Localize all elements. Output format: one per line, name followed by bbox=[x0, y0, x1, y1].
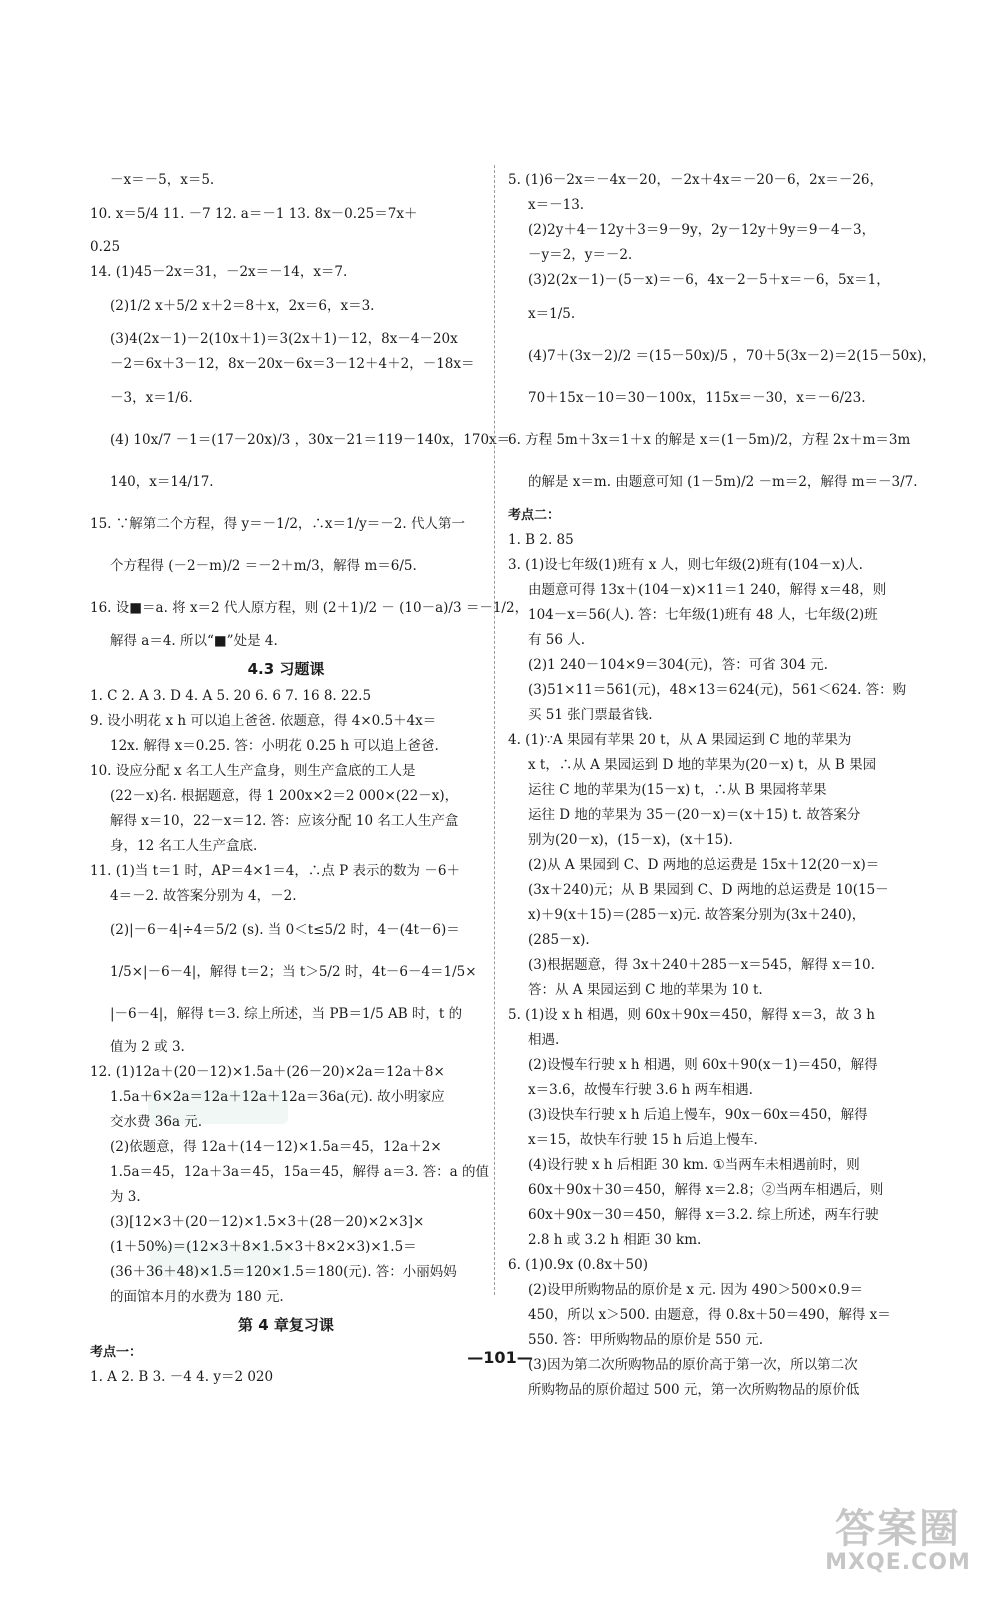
answer-line: 由题意可得 13x＋(104－x)×11＝1 240，解得 x＝48，则 bbox=[528, 582, 887, 598]
answer-line: (4)7＋(3x－2)/2 ＝(15－50x)/5 ，70＋5(3x－2)＝2(15－50x)， bbox=[528, 348, 936, 364]
answer-line: －3，x＝1/6. bbox=[110, 390, 193, 406]
answer-line: (2)1 240－104×9＝304(元)，答：可省 304 元. bbox=[528, 657, 828, 673]
answer-line: 104－x＝56(人). 答：七年级(1)班有 48 人，七年级(2)班 bbox=[528, 607, 878, 623]
answer-line: 解得 x＝10，22－x＝12. 答：应该分配 10 名工人生产盒 bbox=[110, 813, 459, 829]
answer-line: (3)根据题意，得 3x＋240＋285－x＝545，解得 x＝10. bbox=[528, 957, 875, 973]
watermark-logo-text: 答案圈 bbox=[835, 1506, 961, 1552]
answer-line: x＝15，故快车行驶 15 h 后追上慢车. bbox=[528, 1132, 758, 1148]
answer-line: (36＋36＋48)×1.5＝120×1.5＝180(元). 答：小丽妈妈 bbox=[110, 1264, 457, 1280]
answer-line: (3)4(2x－1)－2(10x＋1)＝3(2x＋1)－12，8x－4－20x bbox=[110, 331, 458, 347]
column-divider bbox=[494, 165, 495, 1295]
answer-line: (2)|－6－4|÷4＝5/2 (s). 当 0＜t≤5/2 时，4－(4t－6)＝ bbox=[110, 922, 460, 938]
answer-line: 运往 C 地的苹果为(15－x) t，∴从 B 果园将苹果 bbox=[528, 782, 827, 798]
answer-line: x＝1/5. bbox=[528, 306, 576, 322]
answer-line: 4＝－2. 故答案分别为 4，－2. bbox=[110, 888, 297, 904]
answer-line: 4. (1)∵A 果园有苹果 20 t，从 A 果园运到 C 地的苹果为 bbox=[508, 732, 852, 748]
answer-line: (4) 10x/7 －1＝(17－20x)/3 ，30x－21＝119－140x，170x＝ bbox=[110, 432, 511, 448]
answer-line: 答：从 A 果园运到 C 地的苹果为 10 t. bbox=[528, 982, 763, 998]
answer-line: －y＝2，y＝－2. bbox=[528, 247, 633, 263]
topic-heading: 考点二： bbox=[508, 508, 561, 523]
section-heading: 第 4 章复习课 bbox=[238, 1316, 334, 1334]
answer-line: 身，12 名工人生产盒底. bbox=[110, 838, 258, 854]
answer-line: (4)设行驶 x h 后相距 30 km. ①当两车未相遇前时，则 bbox=[528, 1157, 860, 1173]
answer-line: 12x. 解得 x＝0.25. 答：小明花 0.25 h 可以追上爸爸. bbox=[110, 738, 439, 754]
answer-line: (1＋50%)＝(12×3＋8×1.5×3＋8×2×3)×1.5＝ bbox=[110, 1239, 417, 1255]
answer-line: 的解是 x＝m. 由题意可知 (1－5m)/2 －m＝2，解得 m＝－3/7. bbox=[528, 474, 918, 490]
answer-line: x t，∴从 A 果园运到 D 地的苹果为(20－x) t，从 B 果园 bbox=[528, 757, 877, 773]
answer-line: 1. A 2. B 3. －4 4. y＝2 020 bbox=[90, 1369, 274, 1385]
answer-line: 140，x＝14/17. bbox=[110, 474, 214, 490]
answer-line: 买 51 张门票最省钱. bbox=[528, 707, 653, 723]
answer-line: x＝－13. bbox=[528, 197, 585, 213]
answer-line: (3)因为第二次所购物品的原价高于第一次，所以第二次 bbox=[528, 1357, 858, 1373]
answer-line: (3)51×11＝561(元)，48×13＝624(元)，561＜624. 答：购 bbox=[528, 682, 907, 698]
answer-line: 60x＋90x＋30＝450，解得 x＝2.8；②当两车相遇后，则 bbox=[528, 1182, 884, 1198]
answer-line: 10. 设应分配 x 名工人生产盒身，则生产盒底的工人是 bbox=[90, 763, 416, 779]
answer-line: 5. (1)设 x h 相遇，则 60x＋90x＝450，解得 x＝3，故 3 h bbox=[508, 1007, 875, 1023]
answer-line: 11. (1)当 t＝1 时，AP＝4×1＝4，∴点 P 表示的数为 －6＋ bbox=[90, 863, 460, 879]
answer-line: 6. (1)0.9x (0.8x＋50) bbox=[508, 1257, 648, 1273]
site-watermark bbox=[814, 1506, 982, 1586]
answer-line: 10. x＝5/4 11. －7 12. a＝－1 13. 8x－0.25＝7x＋ bbox=[90, 206, 418, 222]
answer-line: －x＝－5，x＝5. bbox=[110, 172, 215, 188]
answer-line: 值为 2 或 3. bbox=[110, 1039, 185, 1055]
answer-line: (2)依题意，得 12a＋(14－12)×1.5a＝45，12a＋2× bbox=[110, 1139, 442, 1155]
answer-line: 为 3. bbox=[110, 1189, 141, 1205]
answer-line: 0.25 bbox=[90, 239, 121, 255]
answer-line: 1.5a＝45，12a＋3a＝45，15a＝45，解得 a＝3. 答：a 的值 bbox=[110, 1164, 489, 1180]
answer-line: (2)设甲所购物品的原价是 x 元. 因为 490＞500×0.9＝ bbox=[528, 1282, 864, 1298]
page-number: —101— bbox=[467, 1348, 533, 1367]
answer-line: 运往 D 地的苹果为 35－(20－x)＝(x＋15) t. 故答案分 bbox=[528, 807, 861, 823]
answer-line: 1/5×|－6－4|，解得 t＝2；当 t＞5/2 时，4t－6－4＝1/5× bbox=[110, 964, 477, 980]
answer-column-right bbox=[508, 168, 936, 1403]
answer-line: (3x＋240)元；从 B 果园到 C、D 两地的总运费是 10(15－ bbox=[528, 882, 889, 898]
answer-line: 的面馆本月的水费为 180 元. bbox=[110, 1289, 284, 1305]
answer-line: －2＝6x＋3－12，8x－20x－6x＝3－12＋4＋2，－18x＝ bbox=[110, 356, 475, 372]
answer-line: 2.8 h 或 3.2 h 相距 30 km. bbox=[528, 1232, 702, 1248]
watermark-url: MXQE.COM bbox=[825, 1550, 971, 1575]
answer-line: 相遇. bbox=[528, 1032, 560, 1048]
answer-line: 5. (1)6－2x＝－4x－20，－2x＋4x＝－20－6，2x＝－26， bbox=[508, 172, 884, 188]
answer-line: 70＋15x－10＝30－100x，115x＝－30，x＝－6/23. bbox=[528, 390, 866, 406]
answer-line: 个方程得 (－2－m)/2 ＝－2＋m/3，解得 m＝6/5. bbox=[110, 558, 417, 574]
answer-line: 解得 a＝4. 所以“■”处是 4. bbox=[110, 633, 278, 649]
answer-line: 15. ∵解第二个方程，得 y＝－1/2，∴x＝1/y＝－2. 代人第一 bbox=[90, 516, 465, 532]
answer-line: 9. 设小明花 x h 可以追上爸爸. 依题意，得 4×0.5＋4x＝ bbox=[90, 713, 437, 729]
answer-line: x＝3.6，故慢车行驶 3.6 h 两车相遇. bbox=[528, 1082, 753, 1098]
answer-line: 12. (1)12a＋(20－12)×1.5a＋(26－20)×2a＝12a＋8× bbox=[90, 1064, 445, 1080]
answer-line: (2)1/2 x＋5/2 x＋2＝8＋x，2x＝6，x＝3. bbox=[110, 298, 375, 314]
answer-line: x)＋9(x＋15)＝(285－x)元. 故答案分别为(3x＋240)， bbox=[528, 907, 866, 923]
topic-heading: 考点一： bbox=[90, 1345, 143, 1360]
answer-line: (3)2(2x－1)－(5－x)＝－6，4x－2－5＋x＝－6，5x＝1， bbox=[528, 272, 890, 288]
answer-line: (3)设快车行驶 x h 后追上慢车，90x－60x＝450，解得 bbox=[528, 1107, 868, 1123]
answer-line: (285－x). bbox=[528, 932, 590, 948]
section-heading: 4.3 习题课 bbox=[247, 660, 325, 678]
answer-line: 14. (1)45－2x＝31，－2x＝－14，x＝7. bbox=[90, 264, 348, 280]
answer-line: 1.5a＋6×2a＝12a＋12a＋12a＝36a(元). 故小明家应 bbox=[110, 1089, 445, 1105]
answer-line: (2)设慢车行驶 x h 相遇，则 60x＋90(x－1)＝450，解得 bbox=[528, 1057, 878, 1073]
answer-line: 60x＋90x－30＝450，解得 x＝3.2. 综上所述，两车行驶 bbox=[528, 1207, 879, 1223]
answer-line: 16. 设■＝a. 将 x＝2 代人原方程，则 (2＋1)/2 － (10－a)/3 ＝－1/2， bbox=[90, 600, 529, 616]
answer-line: (22－x)名. 根据题意，得 1 200x×2＝2 000×(22－x)， bbox=[110, 788, 459, 804]
answer-line: |－6－4|，解得 t＝3. 综上所述，当 PB＝1/5 AB 时，t 的 bbox=[110, 1006, 463, 1022]
answer-line: 1. C 2. A 3. D 4. A 5. 20 6. 6 7. 16 8. 22.5 bbox=[90, 688, 372, 704]
answer-line: (2)2y＋4－12y＋3＝9－9y，2y－12y＋9y＝9－4－3， bbox=[528, 222, 876, 238]
answer-line: 有 56 人. bbox=[528, 632, 586, 648]
answer-line: 3. (1)设七年级(1)班有 x 人，则七年级(2)班有(104－x)人. bbox=[508, 557, 863, 573]
answer-line: 别为(20－x)，(15－x)，(x＋15). bbox=[528, 832, 733, 848]
answer-line: 6. 方程 5m＋3x＝1＋x 的解是 x＝(1－5m)/2，方程 2x＋m＝3m bbox=[508, 432, 911, 448]
answer-line: 1. B 2. 85 bbox=[508, 532, 574, 548]
answer-line: 交水费 36a 元. bbox=[110, 1114, 203, 1130]
answer-line: 450，所以 x＞500. 由题意，得 0.8x＋50＝490，解得 x＝ bbox=[528, 1307, 891, 1323]
answer-line: 所购物品的原价超过 500 元，第一次所购物品的原价低 bbox=[528, 1382, 860, 1398]
answer-line: (2)从 A 果园到 C、D 两地的总运费是 15x＋12(20－x)＝ bbox=[528, 857, 880, 873]
answer-line: (3)[12×3＋(20－12)×1.5×3＋(28－20)×2×3]× bbox=[110, 1214, 425, 1230]
answer-line: 550. 答：甲所购物品的原价是 550 元. bbox=[528, 1332, 763, 1348]
